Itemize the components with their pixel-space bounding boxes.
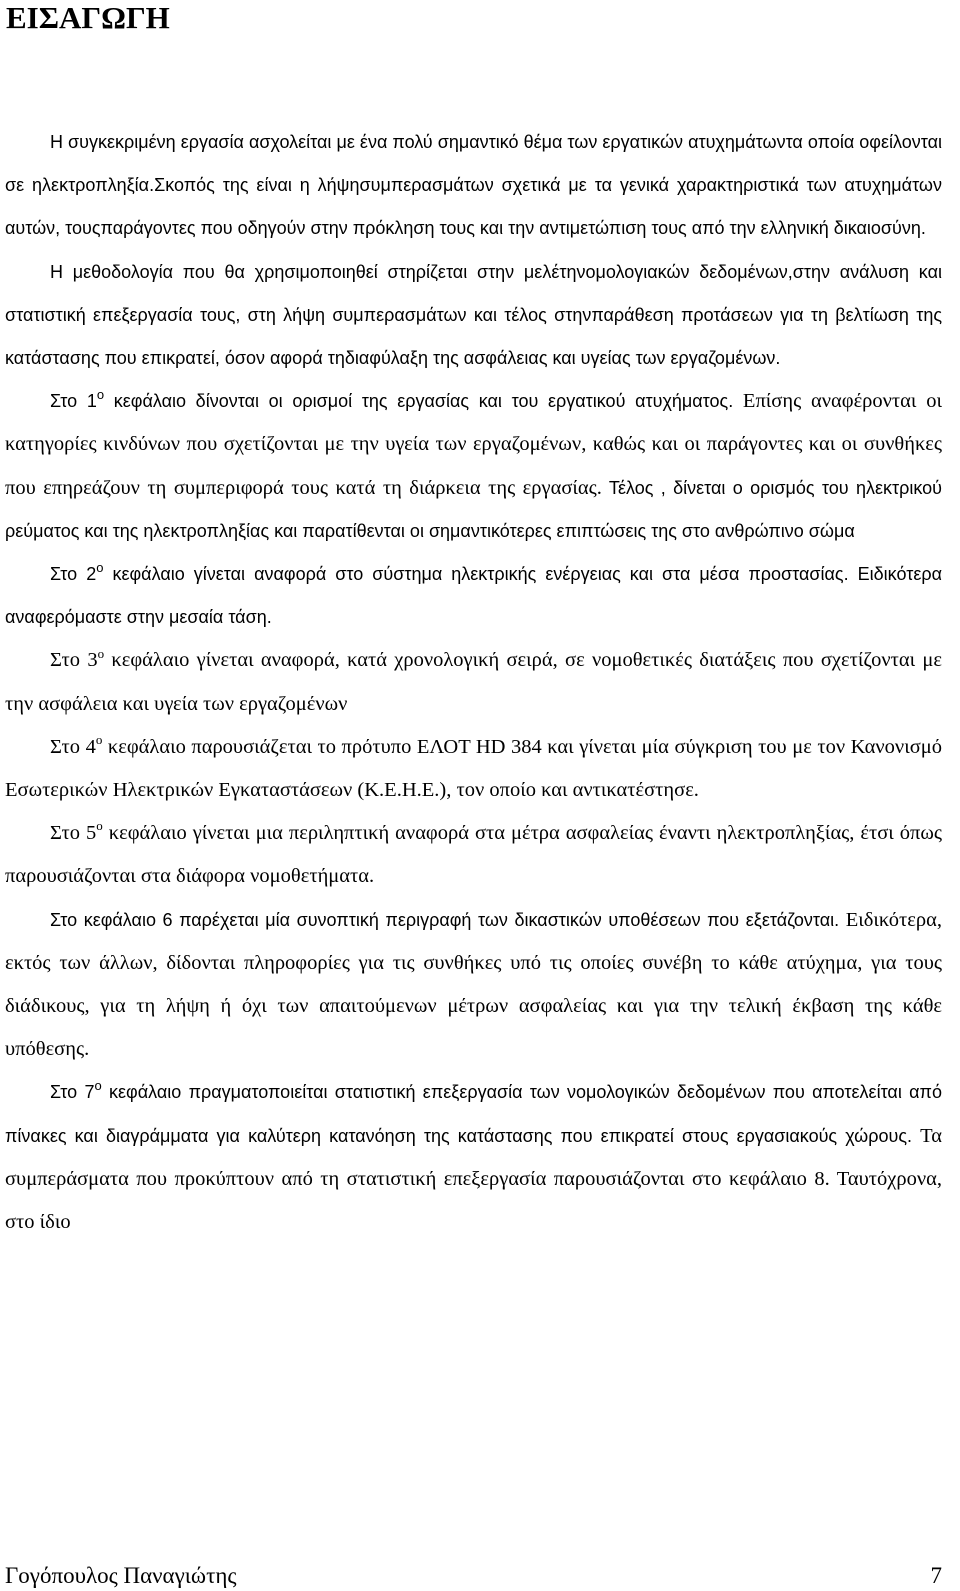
chapter-6-text-b: Ειδικότερα, εκτός των άλλων, δίδονται πληροφορίες για τις συνθήκες υπό τις οποίες συνέβη το κάθε ατύχημα, για τους διάδικους, για τη λήψη ή όχι των απαιτούμενων μέτρων ασφαλείας και για την τελική έκβαση της κάθε υπόθεσης. xyxy=(5,908,942,1061)
footer-author: Γογόπουλος Παναγιώτης xyxy=(5,1563,237,1588)
paragraph-chapter-4 xyxy=(5,726,942,812)
chapter-1-text-b: Επίσης αναφέρονται οι κατηγορίες κινδύνων που σχετίζονται με την υγεία των εργαζομένων, καθώς και οι παράγοντες και οι συνθήκες που επηρεάζουν τη συμπεριφορά τους κατά τη διάρκεια της εργασίας. xyxy=(5,390,942,499)
chapter-6-text-a: Στο κεφάλαιο 6 παρέχεται μία συνοπτική περιγραφή των δικαστικών υποθέσεων που εξετάζονται. xyxy=(50,909,840,930)
chapter-1-text-a: κεφάλαιο δίνονται οι ορισμοί της εργασίας και του εργατικού ατυχήματος. xyxy=(113,391,734,412)
paragraph-chapter-7 xyxy=(5,1071,942,1244)
chapter-number: 5 xyxy=(86,822,97,845)
intro-text: Η συγκεκριμένη εργασία ασχολείται με ένα πολύ σημαντικό θέμα των εργατικών ατυχημάτωντα οποία οφείλονται σε ηλεκτροπληξία.Σκοπός της είναι η λήψησυμπερασμάτων σχετικά με τα γενικά χαρακτηριστικά των ατυχημάτων αυτών, τουςπαράγοντες που οδηγούν στην πρόκληση τους και την αντιμετώπιση τους από την ελληνική δικαιοσύνη. xyxy=(5,132,942,239)
document-body xyxy=(5,121,942,1244)
paragraph-chapter-6 xyxy=(5,899,942,1072)
ordinal-superscript: ο xyxy=(95,732,103,748)
chapter-1-text-c: Τέλος , δίνεται ο ορισμός του ηλεκτρικού ρεύματος και της ηλεκτροπληξίας και παρατίθενται οι σημαντικότερες επιπτώσεις της στο ανθρώπινο σώμα xyxy=(5,477,943,541)
paragraph-chapter-5 xyxy=(5,812,942,898)
paragraph-methodology xyxy=(5,251,942,381)
chapter-2-text: κεφάλαιο γίνεται αναφορά στο σύστημα ηλεκτρικής ενέργειας και στα μέσα προστασίας. Ειδικότερα αναφερόμαστε στην μεσαία τάση. xyxy=(5,564,942,628)
ordinal-superscript: ο xyxy=(97,645,105,661)
ordinal-superscript: ο xyxy=(96,560,104,576)
chapter-prefix: Στο xyxy=(50,822,81,845)
chapter-prefix: Στο xyxy=(50,391,78,412)
chapter-number: 4 xyxy=(85,735,96,758)
page-footer xyxy=(5,1562,942,1590)
chapter-4-text: κεφάλαιο παρουσιάζεται το πρότυπο ΕΛΟΤ HD 384 και γίνεται μία σύγκριση του με τον Κανονισμό Εσωτερικών Ηλεκτρικών Εγκαταστάσεων (Κ.Ε.Η.Ε.), τον οποίο και αντικατέστησε. xyxy=(5,735,943,802)
chapter-7-text-b: Τα συμπεράσματα που προκύπτουν από τη στατιστική επεξεργασία παρουσιάζονται στο κεφάλαιο 8. Ταυτόχρονα, στο ίδιο xyxy=(5,1124,942,1234)
chapter-number: 1 xyxy=(86,391,97,412)
paragraph-chapter-3 xyxy=(5,639,942,725)
chapter-prefix: Στο xyxy=(50,735,81,758)
chapter-prefix: Στο xyxy=(50,564,78,585)
paragraph-intro xyxy=(5,121,942,251)
chapter-5-text: κεφάλαιο γίνεται μια περιληπτική αναφορά στα μέτρα ασφαλείας έναντι ηλεκτροπληξίας, έτσι όπως παρουσιάζονται στα διάφορα νομοθετήματα. xyxy=(5,822,943,888)
methodology-text: Η μεθοδολογία που θα χρησιμοποιηθεί στηρίζεται στην μελέτηνομολογιακών δεδομένων,στην ανάλυση και στατιστική επεξεργασία τους, στη λήψη συμπερασμάτων και τέλος στηνπαράθεση προτάσεων για τη βελτίωση της κατάστασης που επικρατεί, όσον αφορά τηδιαφύλαξη της ασφάλειας και υγείας των εργαζομένων. xyxy=(5,261,942,369)
page-title: ΕΙΣΑΓΩΓΗ xyxy=(6,0,170,35)
ordinal-superscript: ο xyxy=(96,387,105,403)
chapter-3-text: κεφάλαιο γίνεται αναφορά, κατά χρονολογική σειρά, σε νομοθετικές διατάξεις που σχετίζονται με την ασφάλεια και υγεία των εργαζομένων xyxy=(5,649,943,715)
chapter-prefix: Στο xyxy=(50,1082,78,1103)
chapter-prefix: Στο xyxy=(50,649,81,672)
ordinal-superscript: ο xyxy=(96,818,103,834)
chapter-number: 3 xyxy=(87,649,98,672)
chapter-number: 7 xyxy=(84,1082,95,1103)
chapter-number: 2 xyxy=(86,564,97,585)
chapter-7-text-a: κεφάλαιο πραγματοποιείται στατιστική επεξεργασία των νομολογικών δεδομένων που αποτελείται από πίνακες και διαγράμματα για καλύτερη κατανόηση της κατάστασης που επικρατεί στους εργασιακούς χώρους. xyxy=(5,1082,942,1146)
paragraph-chapter-1 xyxy=(5,380,942,553)
ordinal-superscript: ο xyxy=(94,1078,102,1094)
paragraph-chapter-2 xyxy=(5,553,942,639)
footer-page-number: 7 xyxy=(930,1563,942,1588)
